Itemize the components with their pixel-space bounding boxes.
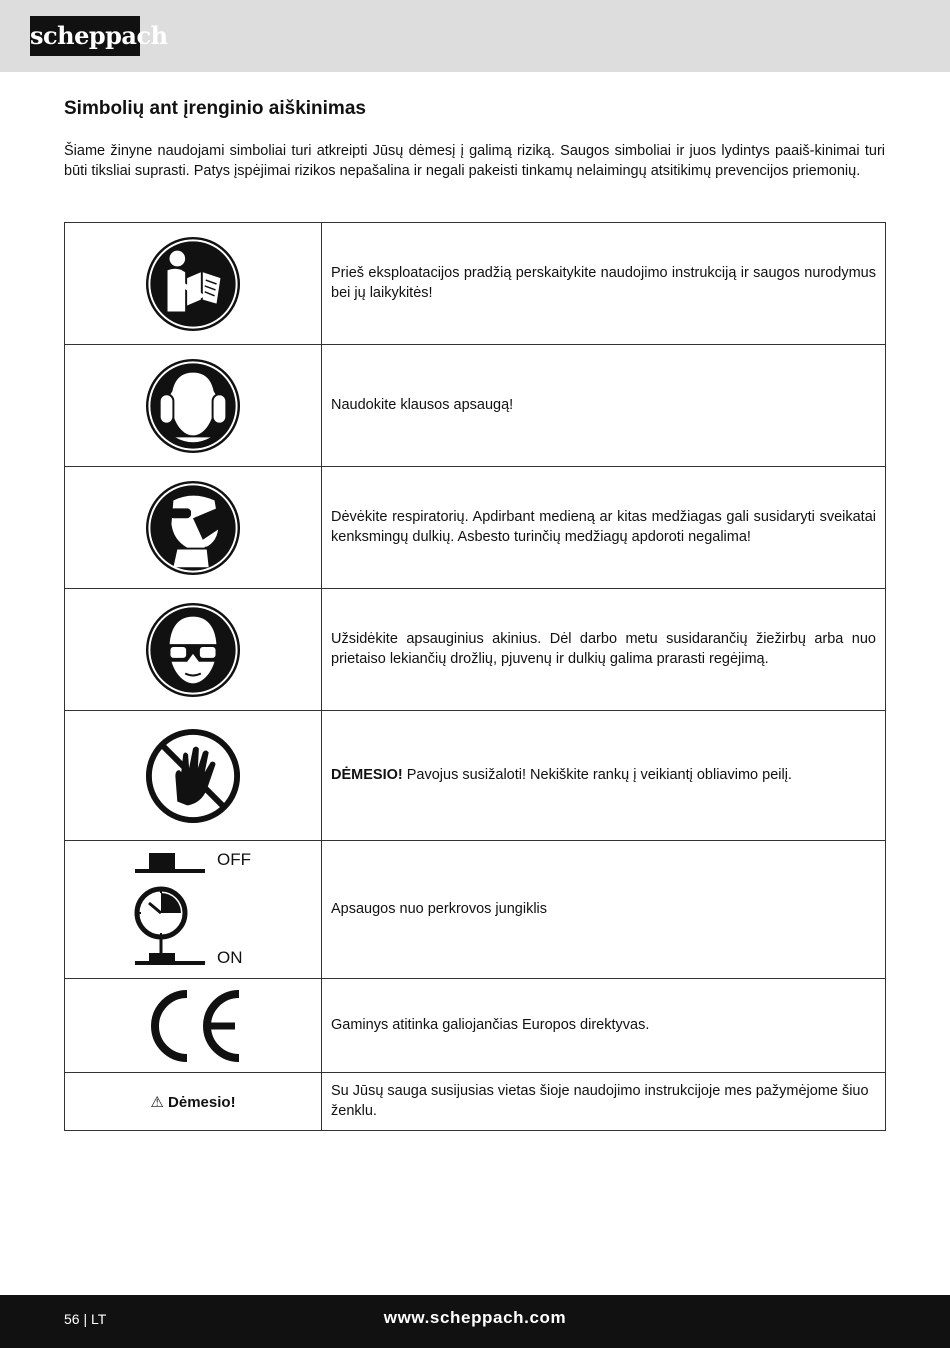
symbol-description: Gaminys atitinka galiojančias Europos direktyvas. bbox=[322, 979, 886, 1073]
safety-goggles-icon bbox=[144, 601, 242, 699]
language-code: LT bbox=[91, 1311, 107, 1327]
overload-switch-icon bbox=[125, 847, 217, 971]
read-manual-icon bbox=[144, 235, 242, 333]
table-row bbox=[65, 345, 886, 467]
page-title: Simbolių ant įrenginio aiškinimas bbox=[64, 98, 366, 119]
symbols-table bbox=[64, 222, 886, 1131]
off-label: OFF bbox=[217, 850, 251, 869]
table-row bbox=[65, 589, 886, 711]
symbol-description bbox=[322, 711, 886, 841]
ce-mark-icon bbox=[143, 990, 243, 1062]
warning-triangle-icon: ⚠ bbox=[150, 1093, 164, 1111]
symbol-description: Užsidėkite apsauginius akinius. Dėl darbo metu susidarančių žiežirbų arba nuo prietaiso lekiančių drožlių, pjuvenų ir dulkių galima prarasti regėjimą. bbox=[322, 589, 886, 711]
intro-paragraph: Šiame žinyne naudojami simboliai turi atkreipti Jūsų dėmesį į galimą riziką. Saugos simboliai ir juos lydintys paaiš-kinimai turi būti tiksliai suprasti. Patys įspėjimai rizikos nepašalina ir negali pakeisti tinkamų nelaimingų atsitikimų prevencijos priemonių. bbox=[64, 143, 885, 179]
table-row bbox=[65, 467, 886, 589]
respirator-icon bbox=[144, 479, 242, 577]
symbol-description: Apsaugos nuo perkrovos jungiklis bbox=[322, 841, 886, 979]
footer-bar bbox=[0, 1295, 950, 1348]
attention-label: DĖMESIO! bbox=[331, 766, 403, 783]
symbol-description: Su Jūsų sauga susijusias vietas šioje naudojimo instrukcijoje mes pažymėjome šiuo ženklu. bbox=[322, 1073, 886, 1131]
table-row bbox=[65, 841, 886, 979]
no-hands-icon bbox=[144, 727, 242, 825]
symbol-description: Prieš eksploatacijos pradžią perskaitykite naudojimo instrukciją ir saugos nurodymus bei jų laikykitės! bbox=[322, 223, 886, 345]
header-bar bbox=[0, 0, 950, 72]
footer-separator: | bbox=[83, 1311, 88, 1327]
symbol-description: Dėvėkite respiratorių. Apdirbant medieną ar kitas medžiagas gali susidaryti sveikatai kenksmingų dulkių. Asbesto turinčių medžiagų apdoroti negalima! bbox=[322, 467, 886, 589]
table-row bbox=[65, 1073, 886, 1131]
table-row bbox=[65, 223, 886, 345]
scheppach-logo: scheppach bbox=[30, 16, 140, 56]
hearing-protection-icon bbox=[144, 357, 242, 455]
on-label: ON bbox=[217, 948, 243, 967]
symbol-description: Naudokite klausos apsaugą! bbox=[322, 345, 886, 467]
table-row bbox=[65, 711, 886, 841]
page-number-value: 56 bbox=[64, 1311, 80, 1327]
website-url[interactable]: www.scheppach.com bbox=[383, 1308, 567, 1327]
table-row bbox=[65, 979, 886, 1073]
warning-label: Dėmesio! bbox=[168, 1093, 236, 1111]
symbol-description-text: Pavojus susižaloti! Nekiškite rankų į veikiantį obliavimo peilį. bbox=[402, 766, 792, 783]
